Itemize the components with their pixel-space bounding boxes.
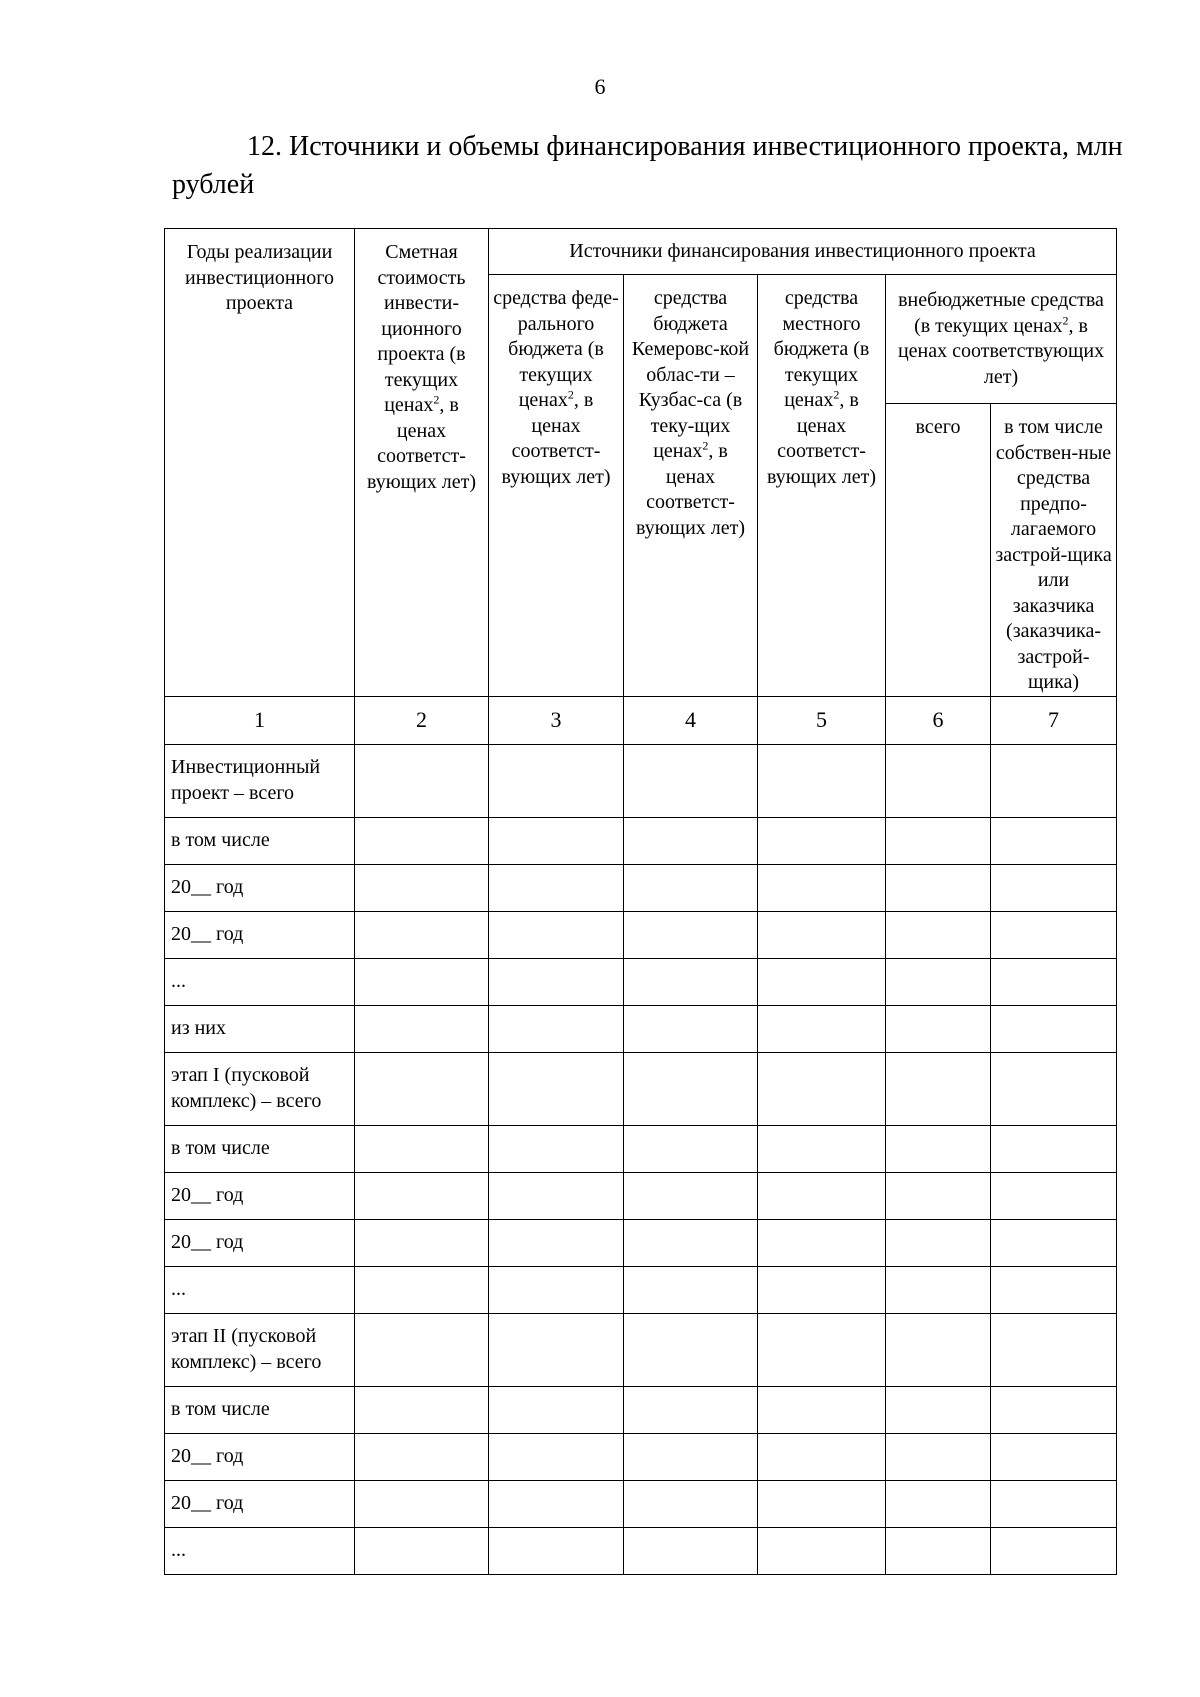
empty-cell xyxy=(489,817,624,864)
empty-cell xyxy=(489,1125,624,1172)
empty-cell xyxy=(886,817,991,864)
empty-cell xyxy=(355,744,489,817)
row-label: ... xyxy=(165,1266,355,1313)
empty-cell xyxy=(355,1527,489,1574)
header-regional-budget: средства бюджета Кемеровс-кой облас-ти – Кузбас-са (в теку-щих ценах$^2$, в ценах соответст-вующих лет) xyxy=(624,275,758,697)
empty-cell xyxy=(886,1313,991,1386)
empty-cell xyxy=(991,1313,1117,1386)
empty-cell xyxy=(886,1527,991,1574)
header-estimated-cost: Сметная стоимость инвести-ционного проекта (в текущих ценах$^2$, в ценах соответст-вующих лет) xyxy=(355,229,489,697)
header-federal-budget: средства феде-рального бюджета (в текущих ценах$^2$, в ценах соответст-вующих лет) xyxy=(489,275,624,697)
empty-cell xyxy=(489,1527,624,1574)
table-body xyxy=(165,744,1117,1574)
table-row xyxy=(165,1052,1117,1125)
row-label: в том числе xyxy=(165,1125,355,1172)
empty-cell xyxy=(624,1433,758,1480)
header-total: всего xyxy=(886,404,991,697)
empty-cell xyxy=(355,1125,489,1172)
empty-cell xyxy=(355,1172,489,1219)
empty-cell xyxy=(886,1052,991,1125)
table-row xyxy=(165,958,1117,1005)
table-row xyxy=(165,864,1117,911)
empty-cell xyxy=(886,744,991,817)
empty-cell xyxy=(758,958,886,1005)
row-label: этап I (пусковой комплекс) – всего xyxy=(165,1052,355,1125)
empty-cell xyxy=(624,1219,758,1266)
table-row xyxy=(165,1219,1117,1266)
table-header xyxy=(165,229,1117,745)
empty-cell xyxy=(355,1219,489,1266)
empty-cell xyxy=(758,1219,886,1266)
empty-cell xyxy=(886,864,991,911)
empty-cell xyxy=(624,1266,758,1313)
table-row xyxy=(165,1172,1117,1219)
empty-cell xyxy=(886,1480,991,1527)
row-label: 20__ год xyxy=(165,1219,355,1266)
empty-cell xyxy=(355,864,489,911)
empty-cell xyxy=(991,1219,1117,1266)
empty-cell xyxy=(355,958,489,1005)
empty-cell xyxy=(886,1125,991,1172)
empty-cell xyxy=(758,864,886,911)
empty-cell xyxy=(355,1313,489,1386)
empty-cell xyxy=(624,1125,758,1172)
table-row xyxy=(165,817,1117,864)
empty-cell xyxy=(991,1480,1117,1527)
empty-cell xyxy=(991,1527,1117,1574)
empty-cell xyxy=(489,1005,624,1052)
row-label: 20__ год xyxy=(165,1480,355,1527)
empty-cell xyxy=(624,864,758,911)
empty-cell xyxy=(355,1005,489,1052)
empty-cell xyxy=(355,817,489,864)
empty-cell xyxy=(624,817,758,864)
empty-cell xyxy=(489,1172,624,1219)
empty-cell xyxy=(758,1386,886,1433)
empty-cell xyxy=(991,1266,1117,1313)
empty-cell xyxy=(355,911,489,958)
row-label: 20__ год xyxy=(165,864,355,911)
row-label: ... xyxy=(165,1527,355,1574)
empty-cell xyxy=(758,744,886,817)
empty-cell xyxy=(758,1052,886,1125)
empty-cell xyxy=(624,1480,758,1527)
column-number: 5 xyxy=(758,696,886,744)
empty-cell xyxy=(489,1266,624,1313)
empty-cell xyxy=(758,1005,886,1052)
empty-cell xyxy=(758,911,886,958)
empty-cell xyxy=(886,958,991,1005)
empty-cell xyxy=(758,817,886,864)
section-title: 12. Источники и объемы финансирования инвестиционного проекта, млн рублей xyxy=(172,131,1123,200)
empty-cell xyxy=(624,1527,758,1574)
empty-cell xyxy=(624,1052,758,1125)
table-row xyxy=(165,1313,1117,1386)
empty-cell xyxy=(758,1480,886,1527)
empty-cell xyxy=(489,958,624,1005)
empty-cell xyxy=(991,1433,1117,1480)
row-label: Инвестиционный проект – всего xyxy=(165,744,355,817)
empty-cell xyxy=(758,1313,886,1386)
empty-cell xyxy=(758,1125,886,1172)
empty-cell xyxy=(886,1386,991,1433)
empty-cell xyxy=(489,1480,624,1527)
empty-cell xyxy=(991,1172,1117,1219)
table-row xyxy=(165,1433,1117,1480)
table-row xyxy=(165,1527,1117,1574)
empty-cell xyxy=(355,1052,489,1125)
empty-cell xyxy=(624,1386,758,1433)
row-label: в том числе xyxy=(165,1386,355,1433)
empty-cell xyxy=(624,958,758,1005)
row-label: в том числе xyxy=(165,817,355,864)
financing-table xyxy=(164,228,1117,1575)
empty-cell xyxy=(355,1266,489,1313)
empty-cell xyxy=(886,1433,991,1480)
empty-cell xyxy=(355,1480,489,1527)
empty-cell xyxy=(991,1052,1117,1125)
table-row xyxy=(165,911,1117,958)
page-number: 6 xyxy=(594,74,606,99)
header-local-budget: средства местного бюджета (в текущих ценах$^2$, в ценах соответст-вующих лет) xyxy=(758,275,886,697)
table-row xyxy=(165,1125,1117,1172)
table-row xyxy=(165,1266,1117,1313)
empty-cell xyxy=(758,1266,886,1313)
empty-cell xyxy=(624,911,758,958)
row-label: этап II (пусковой комплекс) – всего xyxy=(165,1313,355,1386)
empty-cell xyxy=(991,864,1117,911)
column-number: 7 xyxy=(991,696,1117,744)
empty-cell xyxy=(489,864,624,911)
table-row xyxy=(165,1480,1117,1527)
column-number: 1 xyxy=(165,696,355,744)
empty-cell xyxy=(991,1005,1117,1052)
empty-cell xyxy=(489,1433,624,1480)
empty-cell xyxy=(624,744,758,817)
row-label: 20__ год xyxy=(165,1172,355,1219)
empty-cell xyxy=(991,958,1117,1005)
empty-cell xyxy=(758,1527,886,1574)
empty-cell xyxy=(624,1313,758,1386)
empty-cell xyxy=(624,1172,758,1219)
empty-cell xyxy=(991,817,1117,864)
column-number: 4 xyxy=(624,696,758,744)
empty-cell xyxy=(489,1219,624,1266)
header-own-funds: в том числе собствен-ные средства предпо-лагаемого застрой-щика или заказчика (заказчика-застрой-щика) xyxy=(991,404,1117,697)
empty-cell xyxy=(355,1433,489,1480)
row-label: 20__ год xyxy=(165,911,355,958)
empty-cell xyxy=(991,1386,1117,1433)
row-label: ... xyxy=(165,958,355,1005)
empty-cell xyxy=(886,1219,991,1266)
row-label: 20__ год xyxy=(165,1433,355,1480)
column-numbers-row xyxy=(165,696,1117,744)
empty-cell xyxy=(991,911,1117,958)
column-number: 6 xyxy=(886,696,991,744)
row-label: из них xyxy=(165,1005,355,1052)
table-row xyxy=(165,1386,1117,1433)
empty-cell xyxy=(991,1125,1117,1172)
empty-cell xyxy=(489,1313,624,1386)
empty-cell xyxy=(489,744,624,817)
column-number: 3 xyxy=(489,696,624,744)
header-sources-group: Источники финансирования инвестиционного проекта xyxy=(489,229,1117,275)
column-number: 2 xyxy=(355,696,489,744)
header-years: Годы реализации инвестиционного проекта xyxy=(165,229,355,697)
empty-cell xyxy=(489,911,624,958)
empty-cell xyxy=(489,1052,624,1125)
empty-cell xyxy=(991,744,1117,817)
empty-cell xyxy=(355,1386,489,1433)
empty-cell xyxy=(758,1433,886,1480)
empty-cell xyxy=(886,1266,991,1313)
empty-cell xyxy=(886,911,991,958)
empty-cell xyxy=(758,1172,886,1219)
empty-cell xyxy=(886,1172,991,1219)
empty-cell xyxy=(624,1005,758,1052)
empty-cell xyxy=(886,1005,991,1052)
empty-cell xyxy=(489,1386,624,1433)
table-row xyxy=(165,1005,1117,1052)
table-row xyxy=(165,744,1117,817)
header-extrabudget: внебюджетные средства (в текущих ценах$^2$, в ценах соответствующих лет) xyxy=(886,275,1117,404)
